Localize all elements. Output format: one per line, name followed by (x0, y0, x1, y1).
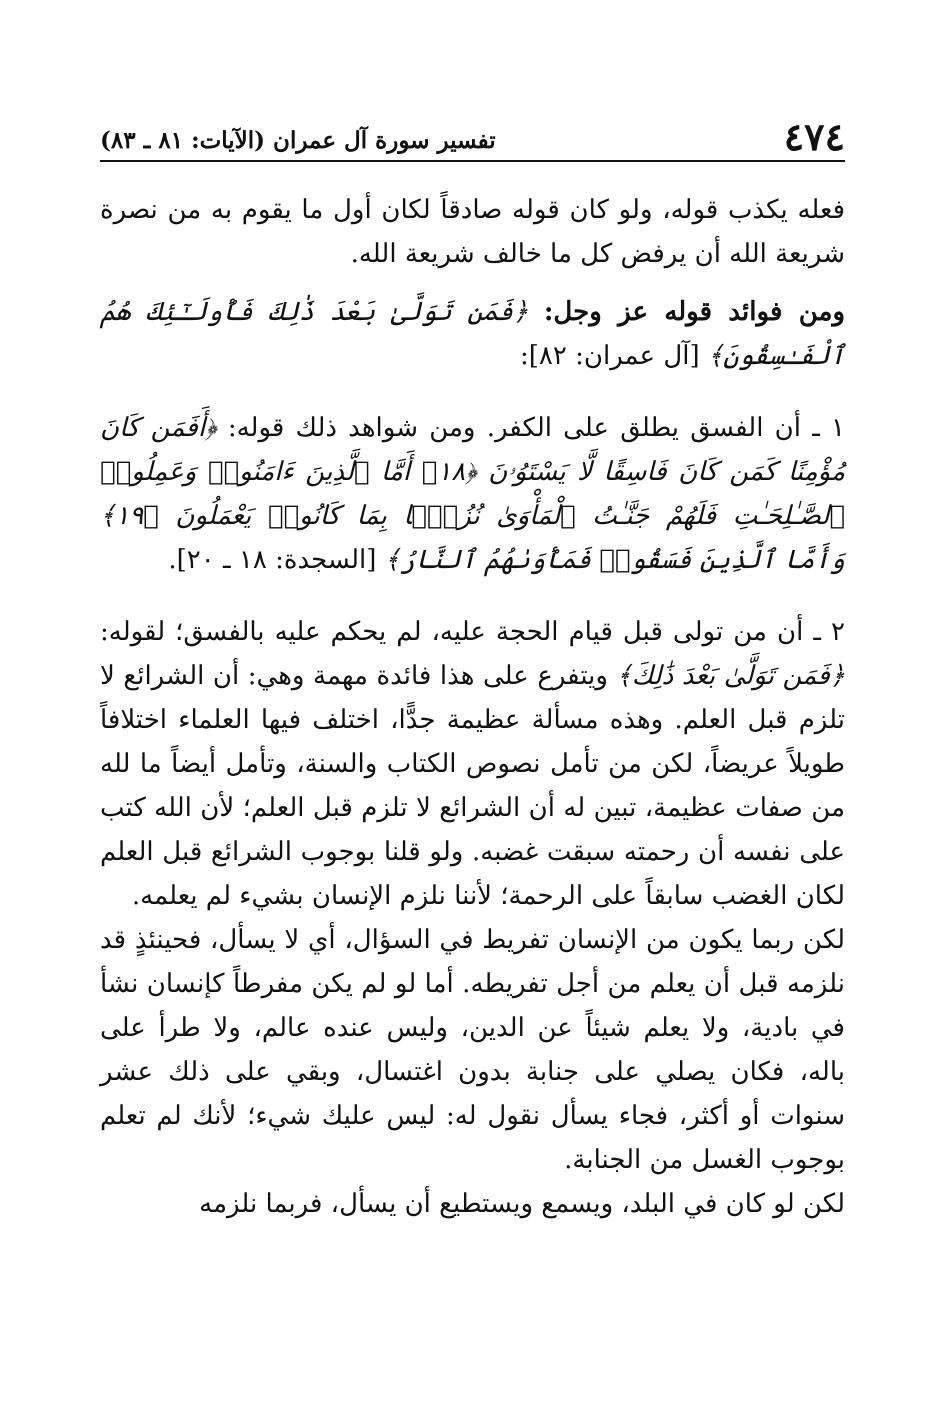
point-2-continuation: ويتفرع على هذا فائدة مهمة وهي: أن الشرائع لا تلزم قبل العلم. وهذه مسألة عظيمة جدًّا، اختلف فيها العلماء اختلافاً طويلاً عريضاً، لكن من تأمل نصوص الكتاب والسنة، وتأمل أيضاً ما لله من صفات عظيمة، تبين له أن الشرائع لا تلزم قبل العلم؛ لأن الله كتب على نفسه أن رحمته سبقت غضبه. ولو قلنا بوجوب الشرائع قبل العلم لكان الغضب سابقاً على الرحمة؛ لأننا نلزم الإنسان بشيء لم يعلمه. (100, 661, 845, 911)
running-title: تفسير سورة آل عمران (الآيات: ٨١ ـ ٨٣) (100, 127, 496, 154)
quran-verse: ﴿أَفَمَن كَانَ مُؤْمِنًا كَمَن كَانَ فَاسِقًا لَّا يَسْتَوُۥنَ ﴿١٨﴾ أَمَّا ٱلَّذِينَ ءَامَنُوا۟ وَعَمِلُوا۟ ٱلصَّـٰلِحَـٰتِ فَلَهُمْ جَنَّـٰتُ ٱلْمَأْوَىٰ نُزُلًۢا بِمَا كَانُوا۟ يَعْمَلُونَ ﴿١٩﴾ وَأَمَّا ٱلَّذِينَ فَسَقُوا۟ فَمَأْوَىٰهُمُ ٱلنَّارُ﴾ (100, 413, 846, 575)
verse-reference: [آل عمران: ٨٢]: (520, 341, 700, 371)
paragraph-5: لكن ربما يكون من الإنسان تفريط في السؤال، أي لا يسأل، فحينئذٍ قد نلزمه قبل أن يعلم من أجل تفريطه. أما لو لم يكن مفرطاً كإنسان نشأ في بادية، ولا يعلم شيئاً عن الدين، وليس عنده عالم، ولا طرأ على باله، فكان يصلي على جنابة بدون اغتسال، وبقي على ذلك عشر سنوات أو أكثر، فجاء يسأل نقول له: ليس عليك شيء؛ لأنك لم تعلم بوجوب الغسل من الجنابة. (100, 925, 845, 1175)
point-1-text: ١ ـ أن الفسق يطلق على الكفر. ومن شواهد ذلك قوله: (227, 413, 846, 443)
benefit-lead: ومن فوائد قوله عز وجل: (543, 297, 845, 327)
paragraph-4 (100, 610, 845, 918)
page-body (100, 188, 845, 1226)
paragraph-6: لكن لو كان في البلد، ويسمع ويستطيع أن يسأل، فربما نلزمه (199, 1189, 845, 1219)
paragraph-1: فعله يكذب قوله، ولو كان قوله صادقاً لكان أول ما يقوم به من نصرة شريعة الله أن يرفض كل ما خالف شريعة الله. (100, 195, 845, 269)
point-2-text: ٢ ـ أن من تولى قبل قيام الحجة عليه، لم يحكم عليه بالفسق؛ لقوله: (100, 617, 845, 647)
verse-reference: [السجدة: ١٨ ـ ٢٠]. (168, 545, 377, 575)
paragraph-2 (100, 290, 845, 378)
quran-verse: ﴿فَمَن تَوَلَّىٰ بَعْدَ ذَٰلِكَ فَأُولَـٰٓئِكَ هُمُ ٱلْفَـٰسِقُونَ﴾ (100, 297, 845, 371)
page-header (100, 108, 845, 159)
header-rule (100, 160, 845, 162)
page-number: ٤٧٤ (783, 114, 845, 159)
quran-verse: ﴿فَمَن تَوَلَّىٰ بَعْدَ ذَٰلِكَ﴾ (616, 661, 845, 691)
paragraph-3 (100, 406, 845, 582)
